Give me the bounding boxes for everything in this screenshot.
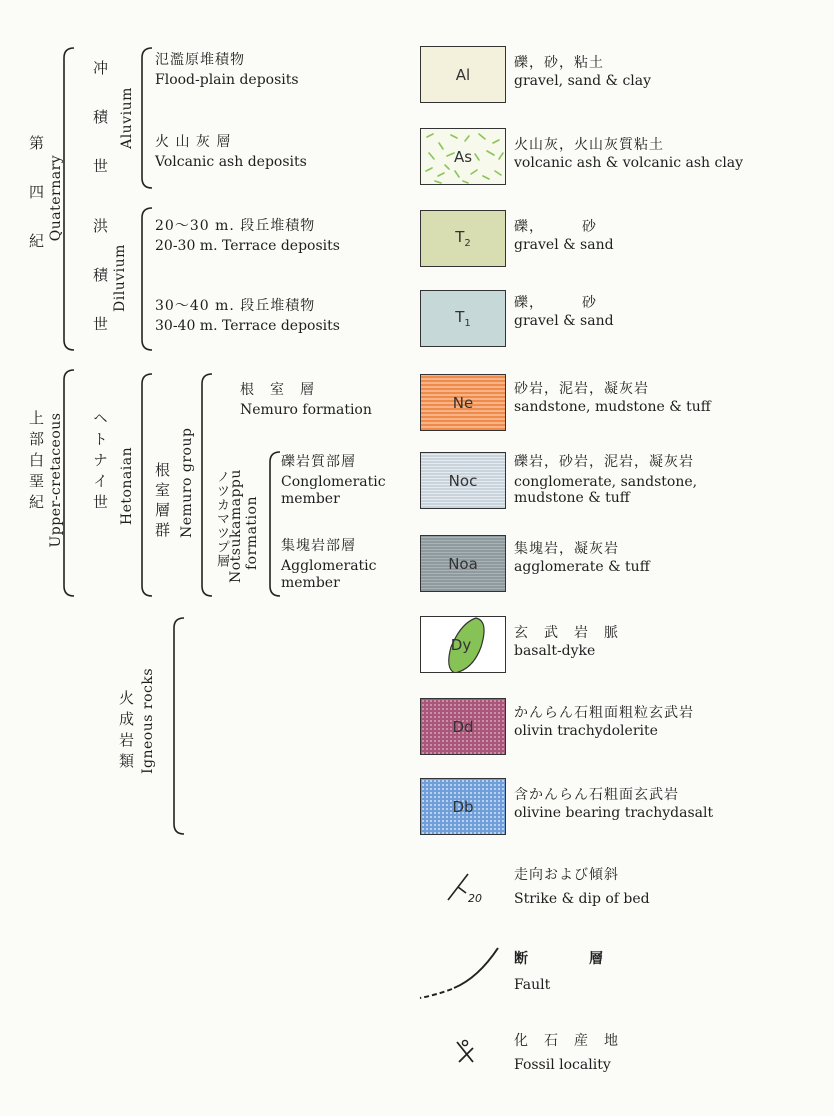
unit-name-t2	[155, 216, 340, 256]
desc-jp: 礫， 砂	[514, 219, 597, 235]
desc-db	[514, 786, 713, 822]
diluvium-label-jp: 洪 積 世	[91, 218, 109, 339]
desc-dy	[514, 624, 619, 660]
legend-box-ne	[420, 374, 506, 431]
diluvium-label-en: Diluvium	[112, 244, 128, 312]
desc-jp: 走向および傾斜	[514, 867, 619, 883]
fault-icon	[418, 944, 508, 1004]
desc-jp: 集塊岩，凝灰岩	[514, 541, 619, 557]
unit-name-jp: 根 室 層	[240, 382, 315, 398]
legend-box-noa	[420, 535, 506, 592]
desc-en: agglomerate & tuff	[514, 559, 650, 575]
unit-name-jp: 氾濫原堆積物	[155, 52, 245, 68]
unit-name-jp: 集塊岩部層	[281, 538, 356, 554]
unit-name-en: 30-40 m. Terrace deposits	[155, 318, 340, 334]
legend-code: Ne	[452, 393, 474, 412]
desc-en: gravel & sand	[514, 237, 614, 253]
legend-code: $T_1$	[455, 308, 471, 329]
unit-name-t1	[155, 296, 340, 336]
desc-jp: 礫， 砂	[514, 295, 597, 311]
desc-en: olivine bearing trachydasalt	[514, 805, 714, 821]
legend-box-t2	[420, 210, 506, 267]
legend-code: Dd	[452, 717, 474, 736]
unit-name-en1: Conglomeratic	[281, 474, 386, 490]
legend-box-noc	[420, 452, 506, 509]
desc-as	[514, 136, 743, 172]
alluvium-label-en: Aluvium	[119, 87, 135, 149]
desc-en: Strike & dip of bed	[514, 891, 650, 907]
desc-en: gravel, sand & clay	[514, 73, 652, 89]
quaternary-label-en: Quaternary	[48, 154, 64, 242]
fossil-locality-icon	[454, 1040, 478, 1064]
desc-jp: 玄 武 岩 脈	[514, 625, 619, 641]
alluvium-label-jp: 冲 積 世	[91, 60, 109, 181]
desc-noa	[514, 540, 650, 576]
unit-name-en2: member	[281, 491, 340, 507]
igneous-label-jp: 火成岩類	[117, 690, 135, 774]
desc-t2	[514, 218, 614, 254]
legend-code: $T_2$	[455, 228, 471, 249]
unit-name-en: Nemuro formation	[240, 402, 372, 418]
unit-name-as	[155, 132, 307, 172]
desc-noc	[514, 454, 697, 506]
desc-strike-dip	[514, 866, 650, 908]
unit-name-jp: 火 山 灰 層	[155, 134, 232, 150]
unit-name-jp: 礫岩質部層	[281, 454, 356, 470]
desc-fossil	[514, 1032, 619, 1074]
unit-name-en: Flood-plain deposits	[155, 72, 299, 88]
desc-jp: かんらん石粗面粗粒玄武岩	[514, 705, 694, 721]
legend-code: As	[453, 147, 473, 166]
desc-jp: 化 石 産 地	[514, 1033, 619, 1049]
legend-code: Al	[455, 65, 471, 84]
legend-box-as	[420, 128, 506, 185]
unit-name-en: Volcanic ash deposits	[155, 154, 307, 170]
desc-t1	[514, 294, 614, 330]
legend-code: Dy	[450, 635, 472, 654]
desc-en: Fault	[514, 977, 551, 993]
dip-value: 20	[468, 892, 482, 905]
quaternary-label-jp: 第 四 紀	[27, 135, 45, 256]
desc-en2: mudstone & tuff	[514, 490, 630, 506]
desc-ne	[514, 380, 711, 416]
notsukamappu-label-en2: formation	[244, 496, 260, 570]
legend-box-al	[420, 46, 506, 103]
notsukamappu-label-en1: Notsukamappu	[228, 469, 244, 583]
desc-fault	[514, 950, 604, 994]
notsukamappu-label-jp: ノツカマツプ層	[214, 470, 229, 568]
desc-en1: conglomerate, sandstone,	[514, 474, 698, 490]
desc-en: sandstone, mudstone & tuff	[514, 399, 711, 415]
unit-name-jp: 30～40 m. 段丘堆積物	[155, 298, 316, 314]
upper-cretaceous-label-jp: 上部白堊紀	[27, 410, 45, 515]
igneous-bracket	[170, 618, 190, 834]
legend-box-dd	[420, 698, 506, 755]
desc-jp: 火山灰，火山灰質粘土	[514, 137, 664, 153]
unit-name-noc	[281, 454, 386, 508]
hetonaian-label-jp: ヘトナイ世	[91, 410, 109, 515]
desc-en: gravel & sand	[514, 313, 614, 329]
nemuro-group-label-en: Nemuro group	[179, 427, 195, 538]
desc-dd	[514, 704, 694, 740]
desc-en: olivin trachydolerite	[514, 723, 658, 739]
hetonaian-label-en: Hetonaian	[119, 446, 135, 526]
unit-name-en2: member	[281, 575, 340, 591]
unit-name-en1: Agglomeratic	[281, 558, 377, 574]
legend-code: Noc	[448, 471, 478, 490]
upper-cretaceous-label-en: Upper-cretaceous	[48, 412, 64, 548]
legend-code: Db	[452, 797, 474, 816]
nemuro-group-label-jp: 根室層群	[153, 462, 171, 542]
desc-jp: 含かんらん石粗面玄武岩	[514, 787, 679, 803]
desc-jp: 断 層	[514, 951, 604, 967]
desc-en: Fossil locality	[514, 1057, 611, 1073]
desc-jp: 砂岩，泥岩，凝灰岩	[514, 381, 649, 397]
desc-en: volcanic ash & volcanic ash clay	[514, 155, 744, 171]
legend-code: Noa	[448, 554, 478, 573]
unit-name-ne	[240, 380, 372, 420]
desc-jp: 礫岩，砂岩，泥岩，凝灰岩	[514, 454, 694, 470]
unit-name-jp: 20～30 m. 段丘堆積物	[155, 218, 316, 234]
legend-box-dy	[420, 616, 506, 673]
unit-name-al	[155, 50, 299, 90]
desc-al	[514, 54, 651, 90]
legend-box-t1	[420, 290, 506, 347]
igneous-label-en: Igneous rocks	[140, 667, 156, 774]
legend-box-db	[420, 778, 506, 835]
desc-jp: 礫，砂，粘土	[514, 55, 604, 71]
desc-en: basalt-dyke	[514, 643, 596, 659]
unit-name-noa	[281, 538, 376, 592]
unit-name-en: 20-30 m. Terrace deposits	[155, 238, 340, 254]
